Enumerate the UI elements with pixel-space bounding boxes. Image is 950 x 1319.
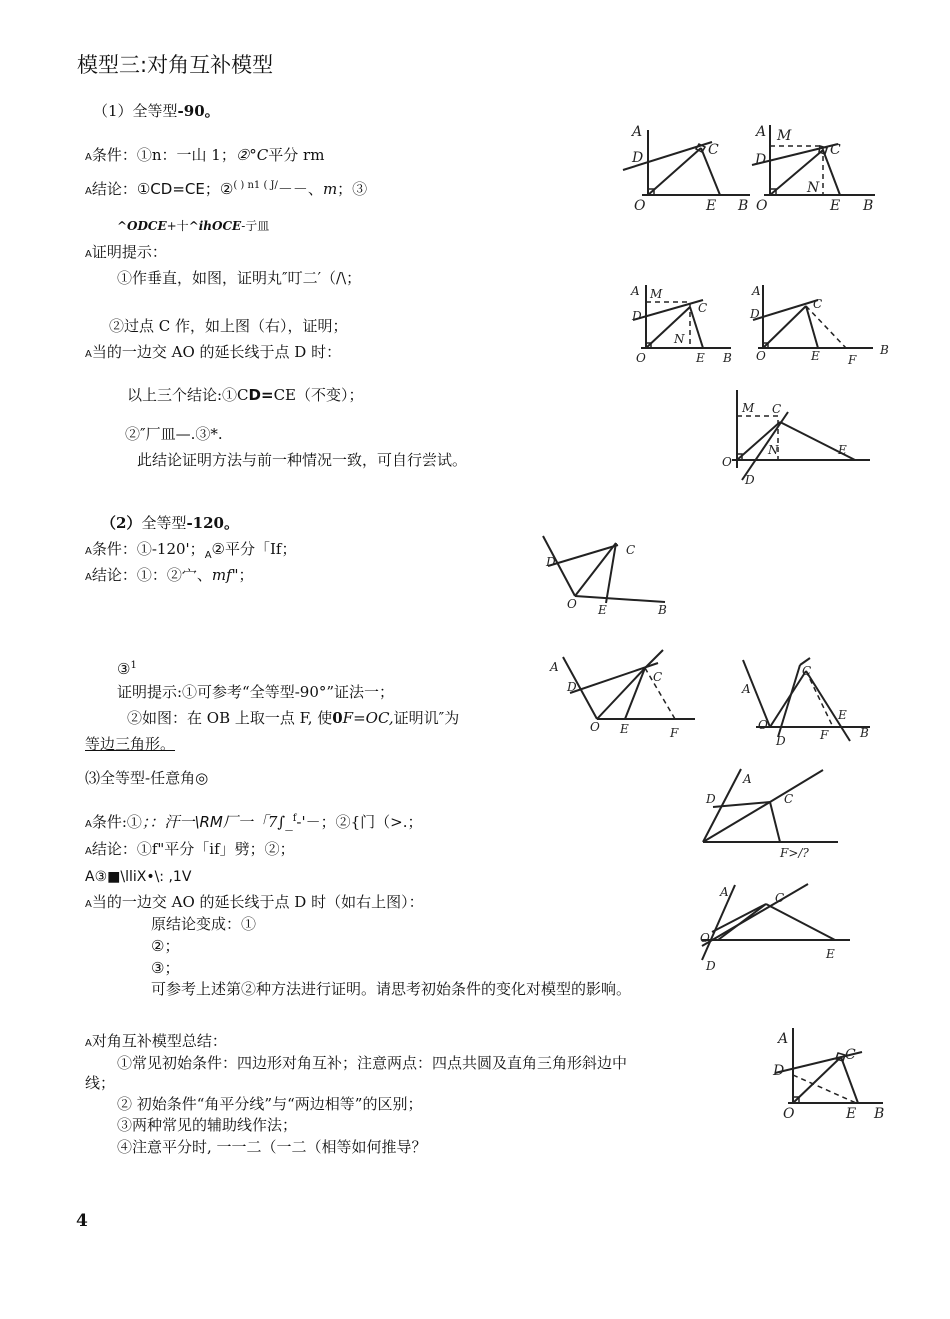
label-d: D xyxy=(745,473,755,487)
label-m: M xyxy=(650,287,663,301)
section3-result-2: ③； xyxy=(151,959,180,977)
label-b: B xyxy=(880,343,889,357)
hint2-c: F=OC, xyxy=(342,709,394,727)
line3-text: ③■\lliX•\: ,1V xyxy=(94,869,192,885)
bullet-marker: A xyxy=(85,819,92,830)
label-c: C xyxy=(784,792,794,806)
label-b: B xyxy=(860,726,869,740)
label-d: D xyxy=(567,680,577,694)
label-a: A xyxy=(756,124,767,140)
section2-conclusions xyxy=(85,565,254,588)
label-a: A xyxy=(752,284,761,298)
conditions-tail: 平分 rm xyxy=(268,146,325,164)
label-n: N xyxy=(807,180,820,196)
conclusions-text: ①CD=CE；② xyxy=(136,180,234,198)
figure-right-angle-small xyxy=(628,280,738,370)
extension-text: 当的一边交 AO 的延长线于点 D 时（如右上图）： xyxy=(91,893,424,911)
formula-part-c: ^ihOCE xyxy=(188,219,242,233)
section1-conclusions xyxy=(85,176,367,202)
bullet-marker: A xyxy=(85,899,92,910)
figure-right-angle-extended xyxy=(748,280,890,370)
label-n: N xyxy=(674,332,685,346)
conditions-b: 汗一 xyxy=(164,813,195,831)
label-c: C xyxy=(626,543,636,557)
label-e: E xyxy=(811,349,820,363)
item3-text: ③ xyxy=(117,660,131,678)
figure-right-angle-basic xyxy=(620,120,755,220)
label-d: D xyxy=(546,555,556,569)
section3-heading: ⑶全等型-任意角◎ xyxy=(85,769,209,787)
section1-hint-heading xyxy=(85,242,167,265)
summary-item-1a: ①常见初始条件：四边形对角互补；注意两点：四点共圆及直角三角形斜边中 xyxy=(117,1054,628,1072)
formula-part-a: ^ODCE xyxy=(117,219,167,233)
label-o: O xyxy=(700,931,710,945)
conditions-d: 厂一「7∫_ xyxy=(222,813,293,831)
label-d: D xyxy=(776,734,786,748)
label-f: F xyxy=(820,728,829,742)
bullet-marker: A xyxy=(85,249,92,260)
conditions-text: ①-120'； xyxy=(136,540,205,558)
label-m: M xyxy=(777,128,792,144)
label-b: B xyxy=(658,603,667,617)
summary-heading xyxy=(85,1031,227,1054)
label-o: O xyxy=(567,597,577,611)
label-c: C xyxy=(772,402,782,416)
conditions-italic: ②°C xyxy=(235,146,269,164)
label-f: F xyxy=(670,726,679,740)
section3-result-0: 原结论变成：① xyxy=(151,915,257,933)
label-e: E xyxy=(830,198,841,214)
label-a: A xyxy=(632,124,643,140)
conclusions-text: ①f"平分「if」劈；②； xyxy=(136,840,295,858)
label-a: A xyxy=(631,284,640,298)
formula-part-d: -亍皿 xyxy=(241,219,270,233)
figure-120-auxiliary xyxy=(545,645,700,745)
hint-label: 证明提示： xyxy=(91,243,167,261)
section3-conditions xyxy=(85,809,423,835)
label-d: D xyxy=(755,152,767,168)
section1-formula xyxy=(117,216,269,236)
label-c: C xyxy=(698,301,708,315)
section1-heading-text: （1）全等型 xyxy=(93,102,178,120)
summary-item-2: ② 初始条件“角平分线”与“两边相等”的区别； xyxy=(117,1095,423,1113)
bullet-marker: A xyxy=(85,572,92,583)
figure-120-basic xyxy=(540,528,675,623)
section1-result-3: 此结论证明方法与前一种情况一致，可自行尝试。 xyxy=(137,451,468,469)
label-a: A xyxy=(742,682,751,696)
label-a: A xyxy=(778,1031,789,1047)
conditions-text: ①n：一山 1； xyxy=(136,146,236,164)
figure-summary xyxy=(770,1025,890,1125)
section3-conclusions xyxy=(85,839,295,862)
figure-right-angle-perpendiculars xyxy=(750,120,885,220)
section2-heading-c: -120。 xyxy=(186,514,239,532)
conclusions-label: 结论： xyxy=(91,180,137,198)
conclusions-tail: "； xyxy=(231,566,254,584)
summary-item-1b: 线； xyxy=(85,1074,116,1092)
section2-item-3 xyxy=(117,656,137,679)
section1-conditions xyxy=(85,145,324,168)
label-o: O xyxy=(756,198,768,214)
section1-hint-2: ②过点 C 作，如上图（右），证明； xyxy=(109,317,348,335)
section1-hint-1: ①作垂直，如图，证明丸″叮二′（/\； xyxy=(117,269,362,287)
conditions-label: 条件： xyxy=(91,540,137,558)
label-c: C xyxy=(775,891,785,905)
conditions-small: f xyxy=(292,813,297,824)
section2-heading xyxy=(101,513,239,533)
page-number: 4 xyxy=(76,1211,88,1231)
bullet-marker: A xyxy=(85,869,95,885)
conclusions-tail: ；③ xyxy=(337,180,368,198)
conditions-tail: ②平分「If； xyxy=(211,540,297,558)
section3-extension xyxy=(85,892,424,915)
section1-heading-angle: -90。 xyxy=(177,102,220,120)
section2-hint-3: 等边三角形。 xyxy=(85,735,176,753)
label-b: B xyxy=(874,1106,885,1122)
label-d: D xyxy=(706,959,716,973)
formula-part-b: +十 xyxy=(166,219,189,233)
section3-tail: 可参考上述第②种方法进行证明。请思考初始条件的变化对模型的影响。 xyxy=(151,980,632,998)
summary-item-4: ④注意平分时, 一一二（一二（相等如何推导？ xyxy=(117,1138,427,1156)
conclusions-text: ①：②宀、 xyxy=(136,566,212,584)
label-o: O xyxy=(636,351,646,365)
label-d: D xyxy=(632,309,642,323)
label-c: C xyxy=(830,142,841,158)
section2-hint-2 xyxy=(127,708,459,728)
label-f: F xyxy=(848,353,857,367)
label-o: O xyxy=(590,720,600,734)
label-d: D xyxy=(773,1063,785,1079)
label-o: O xyxy=(783,1106,795,1122)
conditions-c: \RM xyxy=(194,813,223,831)
conditions-label: 条件： xyxy=(91,146,137,164)
label-b: B xyxy=(738,198,749,214)
label-c: C xyxy=(653,670,663,684)
label-o: O xyxy=(756,349,766,363)
label-o: O xyxy=(634,198,646,214)
page-title: 模型三:对角互补模型 xyxy=(77,53,274,77)
label-d: D xyxy=(632,150,644,166)
hint2-d: 证明讥″为 xyxy=(393,709,460,727)
conclusions-label: 结论： xyxy=(91,840,137,858)
conclusions-m: m xyxy=(322,180,338,198)
label-e: E xyxy=(838,443,847,457)
conclusions-italic: mf xyxy=(211,566,232,584)
section1-heading xyxy=(93,101,220,121)
summary-label: 对角互补模型总结： xyxy=(91,1032,227,1050)
result1-b: D= xyxy=(248,386,274,404)
section2-hint-1: 证明提示:①可参考“全等型-90°”证法一； xyxy=(117,683,395,701)
label-c: C xyxy=(708,142,719,158)
label-o: O xyxy=(758,718,768,732)
item3-sup: 1 xyxy=(130,660,137,671)
bullet-marker: A xyxy=(85,152,92,163)
label-e: E xyxy=(826,947,835,961)
label-e: E xyxy=(846,1106,857,1122)
conditions-e: -'－；②{门（>.； xyxy=(296,813,423,831)
hint2-a: ②如图：在 OB 上取一点 F, 使 xyxy=(127,709,333,727)
figure-any-angle-extended xyxy=(700,882,855,972)
result1-c: CE（不变）； xyxy=(273,386,364,404)
figure-right-angle-d-extended xyxy=(720,388,875,488)
conditions-a: ；： xyxy=(141,813,165,831)
label-c: C xyxy=(845,1047,856,1063)
bullet-marker: A xyxy=(85,186,92,197)
figure-any-angle xyxy=(698,765,843,865)
label-m: M xyxy=(742,401,755,415)
label-a: A xyxy=(743,772,752,786)
label-d: D xyxy=(706,792,716,806)
hint2-b: 0 xyxy=(332,709,343,727)
section2-heading-a: （2） xyxy=(101,514,142,532)
extension-text: 当的一边交 AO 的延长线于点 D 时： xyxy=(91,343,342,361)
section2-conditions xyxy=(85,539,296,566)
label-o: O xyxy=(722,455,732,469)
label-f: F>/? xyxy=(780,846,809,860)
section3-line-3 xyxy=(85,866,191,887)
section1-extension xyxy=(85,342,341,365)
section1-result-2: ②″厂皿—.③*. xyxy=(125,425,223,443)
bullet-marker: A xyxy=(85,1038,92,1049)
label-c: C xyxy=(802,664,812,678)
section1-result-1 xyxy=(127,385,364,405)
label-e: E xyxy=(706,198,717,214)
label-e: E xyxy=(838,708,847,722)
section2-heading-b: 全等型 xyxy=(141,514,187,532)
label-c: C xyxy=(813,297,823,311)
figure-120-extended xyxy=(738,655,878,750)
label-d: D xyxy=(750,307,760,321)
bullet-marker: A xyxy=(85,349,92,360)
bullet-marker: A xyxy=(85,846,92,857)
label-a: A xyxy=(720,885,729,899)
summary-item-3: ③两种常见的辅助线作法； xyxy=(117,1116,298,1134)
result1-a: 以上三个结论:①C xyxy=(127,386,249,404)
label-e: E xyxy=(696,351,705,365)
conditions-label: 条件:① xyxy=(91,813,142,831)
label-b: B xyxy=(723,351,732,365)
conclusions-label: 结论： xyxy=(91,566,137,584)
label-e: E xyxy=(620,722,629,736)
conditions-small: A xyxy=(204,550,212,561)
label-e: E xyxy=(598,603,607,617)
conclusions-dash: －－、 xyxy=(277,180,323,198)
label-b: B xyxy=(863,198,874,214)
conclusions-small: ( ) n1 ( J/ xyxy=(233,180,278,191)
bullet-marker: A xyxy=(85,546,92,557)
label-a: A xyxy=(550,660,559,674)
label-n: N xyxy=(768,443,779,457)
section3-result-1: ②； xyxy=(151,937,180,955)
